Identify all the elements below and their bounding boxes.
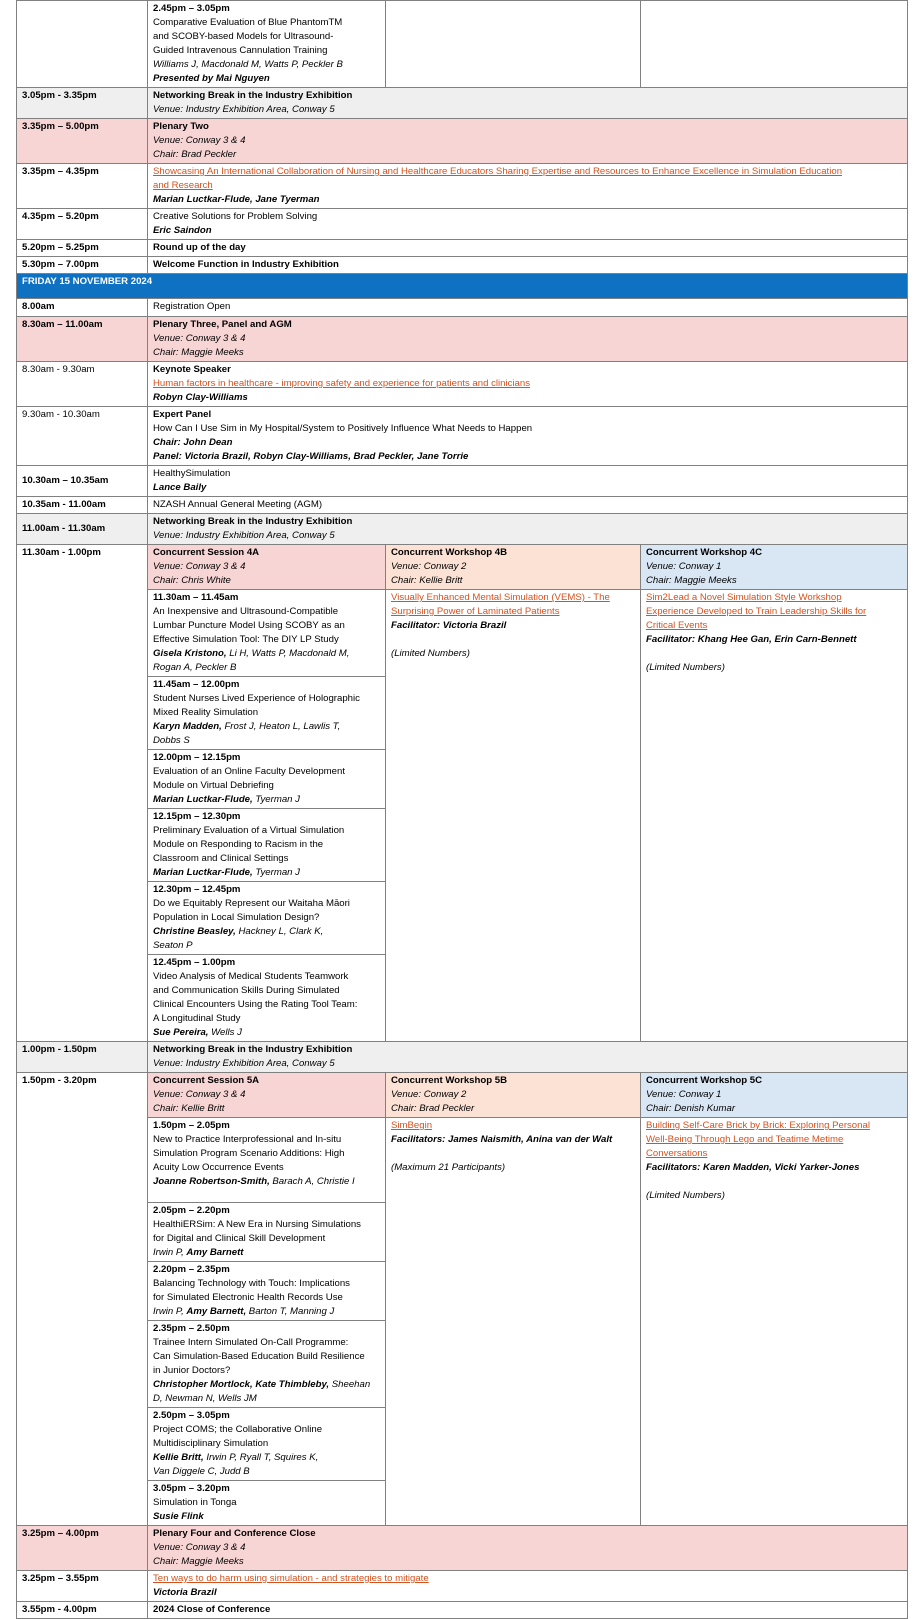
talk-authors: Williams J, Macdonald M, Watts P, Peckler B [153,59,343,70]
lead-author: Marian Luctkar-Flude, [153,794,253,805]
session-link[interactable]: Showcasing An International Collaboration of Nursing and Healthcare Educators Sharing Expertise and Resources to Enhance Excellence in Simulation Education [153,166,843,177]
lead-author: Kellie Britt, [153,1452,204,1463]
talk-title: Balancing Technology with Touch: Implications [153,1278,350,1289]
session-title: Concurrent Session 5A [153,1075,260,1086]
talk-title: Evaluation of an Online Faculty Development [153,766,345,777]
talk-title: Classroom and Clinical Settings [153,853,289,864]
session-title: Registration Open [153,301,231,312]
talk-cell [148,590,386,677]
program-table [16,0,908,1619]
session-cell [148,240,908,257]
talk-title: Trainee Intern Simulated On-Call Programme: [153,1337,349,1348]
talk-authors [153,1175,380,1189]
workshop-title: Concurrent Workshop 4B [391,547,508,558]
time-label: 10.30am – 10.35am [22,475,109,486]
chair: Chair: Kellie Britt [153,1103,225,1114]
talk-authors [153,1451,380,1465]
talk-title: Student Nurses Lived Experience of Holographic [153,693,360,704]
talk-cell [148,677,386,750]
facilitator: Facilitators: James Naismith, Anina van der Walt [391,1134,613,1145]
lead-author: Marian Luctkar-Flude, [153,867,253,878]
session-cell [148,299,908,317]
plenary-cell [148,1526,908,1571]
time-label: 1.50pm - 3.20pm [22,1075,97,1086]
plenary-cell [148,119,908,164]
venue: Venue: Industry Exhibition Area, Conway 5 [153,530,335,541]
talk-time: 12.15pm – 12.30pm [153,811,241,822]
session-link[interactable]: and Research [153,180,213,191]
coauthors: Rogan A, Peckler B [153,662,237,673]
talk-authors [153,1305,380,1319]
chair: Chair: Chris White [153,575,231,586]
talk-time: 11.45am – 12.00pm [153,679,240,690]
coauthors: Li H, Watts P, Macdonald M, [226,648,350,659]
workshop-header [641,545,908,590]
venue: Venue: Conway 3 & 4 [153,135,246,146]
session-title: HealthySimulation [153,468,231,479]
time-label: 5.30pm – 7.00pm [22,259,99,270]
presenter: Marian Luctkar-Flude, Jane Tyerman [153,194,320,205]
plenary-cell [148,317,908,362]
workshop-title: Concurrent Workshop 5B [391,1075,508,1086]
talk-time: 1.50pm – 2.05pm [153,1120,230,1131]
presenter: Robyn Clay-Williams [153,392,248,403]
presenter: Eric Saindon [153,225,212,236]
time-cell [17,1073,148,1526]
time-cell [17,119,148,164]
talk-title: and Communication Skills During Simulated [153,985,340,996]
venue: Venue: Conway 3 & 4 [153,1089,246,1100]
workshop-link[interactable]: Critical Events [646,620,708,631]
session-cell [148,407,908,466]
session-cell [148,209,908,240]
time-cell [17,240,148,257]
session-link[interactable]: Ten ways to do harm using simulation - and strategies to mitigate [153,1573,429,1584]
session-cell [148,257,908,274]
talk-authors [153,1246,380,1260]
talk-title: Module on Responding to Racism in the [153,839,324,850]
coauthors: Tyerman J [252,867,300,878]
lead-author: Susie Flink [153,1511,204,1522]
session-title: NZASH Annual General Meeting (AGM) [153,499,323,510]
talk-authors [153,1026,380,1040]
venue: Venue: Conway 1 [646,1089,722,1100]
workshop-title: Concurrent Workshop 5C [646,1075,763,1086]
empty-cell [641,1,908,88]
workshop-link[interactable]: Experience Developed to Train Leadership Skills for [646,606,867,617]
workshop-header [641,1073,908,1118]
chair: Chair: Brad Peckler [153,149,237,160]
time-label: 8.30am – 11.00am [22,319,103,330]
talk-cell [148,1408,386,1481]
talk-title: and SCOBY-based Models for Ultrasound- [153,31,334,42]
chair: Chair: Maggie Meeks [646,575,737,586]
talk-time: 11.30am – 11.45am [153,592,239,603]
note: (Limited Numbers) [646,1190,725,1201]
coauthors: Barach A, Christie I [269,1176,355,1187]
concurrent-session-header [148,1073,386,1118]
talk-cell [148,809,386,882]
workshop-cell [386,590,641,1042]
talk-authors [153,793,380,807]
talk-cell [148,1118,386,1203]
plenary-title: Plenary Three, Panel and AGM [153,319,292,330]
presenter: Victoria Brazil [153,1587,217,1598]
talk-authors [153,647,380,661]
time-label: 8.30am - 9.30am [22,364,95,375]
talk-title: Multidisciplinary Simulation [153,1438,269,1449]
time-label: 1.00pm - 1.50pm [22,1044,97,1055]
talk-title: An Inexpensive and Ultrasound-Compatible [153,606,339,617]
talk-title: Lumbar Puncture Model Using SCOBY as an [153,620,345,631]
workshop-cell [386,1118,641,1526]
day-header-label: FRIDAY 15 NOVEMBER 2024 [22,276,153,287]
facilitator: Facilitators: Karen Madden, Vicki Yarker-Jones [646,1162,860,1173]
talk-time: 2.45pm – 3.05pm [153,3,230,14]
time-label: 3.25pm – 3.55pm [22,1573,99,1584]
chair: Chair: John Dean [153,437,233,448]
chair: Chair: Maggie Meeks [153,347,244,358]
time-label: 3.35pm – 5.00pm [22,121,99,132]
coauthors: Tyerman J [252,794,300,805]
workshop-cell [641,590,908,1042]
time-label: 3.25pm – 4.00pm [22,1528,99,1539]
venue: Venue: Industry Exhibition Area, Conway 5 [153,1058,335,1069]
time-cell [17,514,148,545]
talk-time: 2.50pm – 3.05pm [153,1410,230,1421]
time-cell [17,209,148,240]
session-title: Concurrent Session 4A [153,547,260,558]
break-title: Networking Break in the Industry Exhibition [153,1044,353,1055]
talk-title: Mixed Reality Simulation [153,707,259,718]
talk-cell [148,750,386,809]
talk-time: 3.05pm – 3.20pm [153,1483,230,1494]
venue: Venue: Industry Exhibition Area, Conway 5 [153,104,335,115]
chair: Chair: Maggie Meeks [153,1556,244,1567]
session-desc: How Can I Use Sim in My Hospital/System to Positively Influence What Needs to Happen [153,423,533,434]
talk-authors [153,925,380,939]
empty-cell [386,1,641,88]
session-cell [148,497,908,514]
time-cell [17,257,148,274]
lead-author: Karyn Madden, [153,721,222,732]
session-cell [148,1602,908,1619]
session-title: Round up of the day [153,242,246,253]
time-cell [17,407,148,466]
time-cell [17,1526,148,1571]
talk-title: for Digital and Clinical Skill Development [153,1233,326,1244]
time-cell [17,317,148,362]
session-cell [148,1,386,88]
presenter: Presented by Mai Nguyen [153,73,270,84]
venue: Venue: Conway 1 [646,561,722,572]
chair: Chair: Kellie Britt [391,575,463,586]
talk-cell [148,1321,386,1408]
break-cell [148,514,908,545]
time-label: 9.30am - 10.30am [22,409,100,420]
lead-author: Christopher Mortlock, Kate Thimbleby, [153,1379,330,1390]
venue: Venue: Conway 3 & 4 [153,333,246,344]
venue: Venue: Conway 3 & 4 [153,1542,246,1553]
talk-cell [148,882,386,955]
facilitator: Facilitator: Khang Hee Gan, Erin Carn-Bennett [646,634,857,645]
session-title: Welcome Function in Industry Exhibition [153,259,339,270]
break-cell [148,1042,908,1073]
talk-authors [153,1510,380,1524]
workshop-cell [641,1118,908,1526]
talk-cell [148,1262,386,1321]
workshop-header [386,1073,641,1118]
coauthors: Barton T, Manning J [246,1306,335,1317]
talk-title: Do we Equitably Represent our Waitaha Māori [153,898,350,909]
time-label: 3.35pm – 4.35pm [22,166,99,177]
talk-title: Guided Intravenous Cannulation Training [153,45,328,56]
coauthors: D, Newman N, Wells JM [153,1393,257,1404]
session-cell [148,164,908,209]
coauthors: Irwin P, Ryall T, Squires K, [203,1452,319,1463]
time-cell [17,466,148,497]
workshop-link[interactable]: SimBegin [391,1120,433,1131]
coauthors: Sheehan [329,1379,371,1390]
plenary-title: Plenary Four and Conference Close [153,1528,316,1539]
author: Irwin P, [153,1247,187,1258]
session-title: Keynote Speaker [153,364,231,375]
time-cell [17,1602,148,1619]
time-label: 3.05pm - 3.35pm [22,90,97,101]
coauthors: Frost J, Heaton L, Lawlis T, [221,721,341,732]
time-label: 4.35pm – 5.20pm [22,211,99,222]
day-header [17,274,908,299]
talk-title: Project COMS; the Collaborative Online [153,1424,323,1435]
author: Irwin P, [153,1306,187,1317]
lead-author: Amy Barnett, [186,1306,247,1317]
time-label: 8.00am [22,301,55,312]
time-label: 3.55pm - 4.00pm [22,1604,97,1615]
session-cell [148,466,908,497]
time-cell [17,164,148,209]
time-label: 11.00am - 11.30am [22,523,106,534]
talk-title: Simulation Program Scenario Additions: High [153,1148,345,1159]
talk-time: 2.35pm – 2.50pm [153,1323,230,1334]
workshop-link[interactable]: Building Self-Care Brick by Brick: Exploring Personal [646,1120,870,1131]
lead-author: Sue Pereira, [153,1027,209,1038]
lead-author: Christine Beasley, [153,926,236,937]
time-cell [17,1042,148,1073]
talk-title: Preliminary Evaluation of a Virtual Simulation [153,825,345,836]
talk-title: Simulation in Tonga [153,1497,237,1508]
concurrent-session-header [148,545,386,590]
workshop-link[interactable]: Visually Enhanced Mental Simulation (VEMS) - The [391,592,610,603]
talk-title: Module on Virtual Debriefing [153,780,274,791]
talk-title: Population in Local Simulation Design? [153,912,320,923]
time-label: 5.20pm – 5.25pm [22,242,99,253]
talk-authors [153,866,380,880]
talk-title: Acuity Low Occurrence Events [153,1162,284,1173]
time-cell [17,88,148,119]
time-cell [17,299,148,317]
note: (Limited Numbers) [391,648,470,659]
facilitator: Facilitator: Victoria Brazil [391,620,507,631]
break-title: Networking Break in the Industry Exhibition [153,516,353,527]
workshop-title: Concurrent Workshop 4C [646,547,763,558]
workshop-link[interactable]: Sim2Lead a Novel Simulation Style Workshop [646,592,842,603]
talk-time: 12.30pm – 12.45pm [153,884,241,895]
session-title: Expert Panel [153,409,212,420]
session-title: 2024 Close of Conference [153,1604,271,1615]
lead-author: Gisela Kristono, [153,648,227,659]
lead-author: Amy Barnett [186,1247,244,1258]
time-cell [17,362,148,407]
break-cell [148,88,908,119]
chair: Chair: Brad Peckler [391,1103,475,1114]
session-title: Creative Solutions for Problem Solving [153,211,318,222]
coauthors: Hackney L, Clark K, [235,926,324,937]
talk-title: HealthiERSim: A New Era in Nursing Simulations [153,1219,361,1230]
venue: Venue: Conway 2 [391,1089,467,1100]
time-cell [17,497,148,514]
session-cell [148,1571,908,1602]
plenary-title: Plenary Two [153,121,209,132]
talk-cell [148,1481,386,1526]
coauthors: Wells J [208,1027,242,1038]
workshop-link[interactable]: Surprising Power of Laminated Patients [391,606,560,617]
talk-title: New to Practice Interprofessional and In-situ [153,1134,342,1145]
coauthors: Seaton P [153,940,193,951]
workshop-link[interactable]: Well-Being Through Lego and Teatime Metime [646,1134,844,1145]
talk-title: Effective Simulation Tool: The DIY LP Study [153,634,339,645]
talk-title: Video Analysis of Medical Students Teamwork [153,971,349,982]
note: (Maximum 21 Participants) [391,1162,506,1173]
chair: Chair: Denish Kumar [646,1103,736,1114]
talk-time: 2.05pm – 2.20pm [153,1205,230,1216]
presenter: Lance Baily [153,482,207,493]
talk-title: Can Simulation-Based Education Build Resilience [153,1351,365,1362]
talk-title: Clinical Encounters Using the Rating Tool Team: [153,999,358,1010]
venue: Venue: Conway 3 & 4 [153,561,246,572]
talk-time: 12.45pm – 1.00pm [153,957,236,968]
talk-authors [153,1378,380,1392]
talk-time: 2.20pm – 2.35pm [153,1264,230,1275]
time-cell [17,1571,148,1602]
break-title: Networking Break in the Industry Exhibition [153,90,353,101]
coauthors: Van Diggele C, Judd B [153,1466,250,1477]
talk-title: in Junior Doctors? [153,1365,231,1376]
talk-time: 12.00pm – 12.15pm [153,752,241,763]
time-label: 10.35am - 11.00am [22,499,106,510]
talk-title: Comparative Evaluation of Blue PhantomTM [153,17,343,28]
workshop-link[interactable]: Conversations [646,1148,708,1159]
keynote-link[interactable]: Human factors in healthcare - improving safety and experience for patients and clinicians [153,378,531,389]
coauthors: Dobbs S [153,735,190,746]
lead-author: Joanne Robertson-Smith, [153,1176,270,1187]
time-label: 11.30am - 1.00pm [22,547,101,558]
talk-title: A Longitudinal Study [153,1013,241,1024]
panelists: Panel: Victoria Brazil, Robyn Clay-Williams, Brad Peckler, Jane Torrie [153,451,469,462]
workshop-header [386,545,641,590]
venue: Venue: Conway 2 [391,561,467,572]
time-cell [17,1,148,88]
note: (Limited Numbers) [646,662,725,673]
talk-cell [148,955,386,1042]
talk-title: for Simulated Electronic Health Records Use [153,1292,343,1303]
session-cell [148,362,908,407]
talk-cell [148,1203,386,1262]
time-cell [17,545,148,1042]
talk-authors [153,720,380,734]
